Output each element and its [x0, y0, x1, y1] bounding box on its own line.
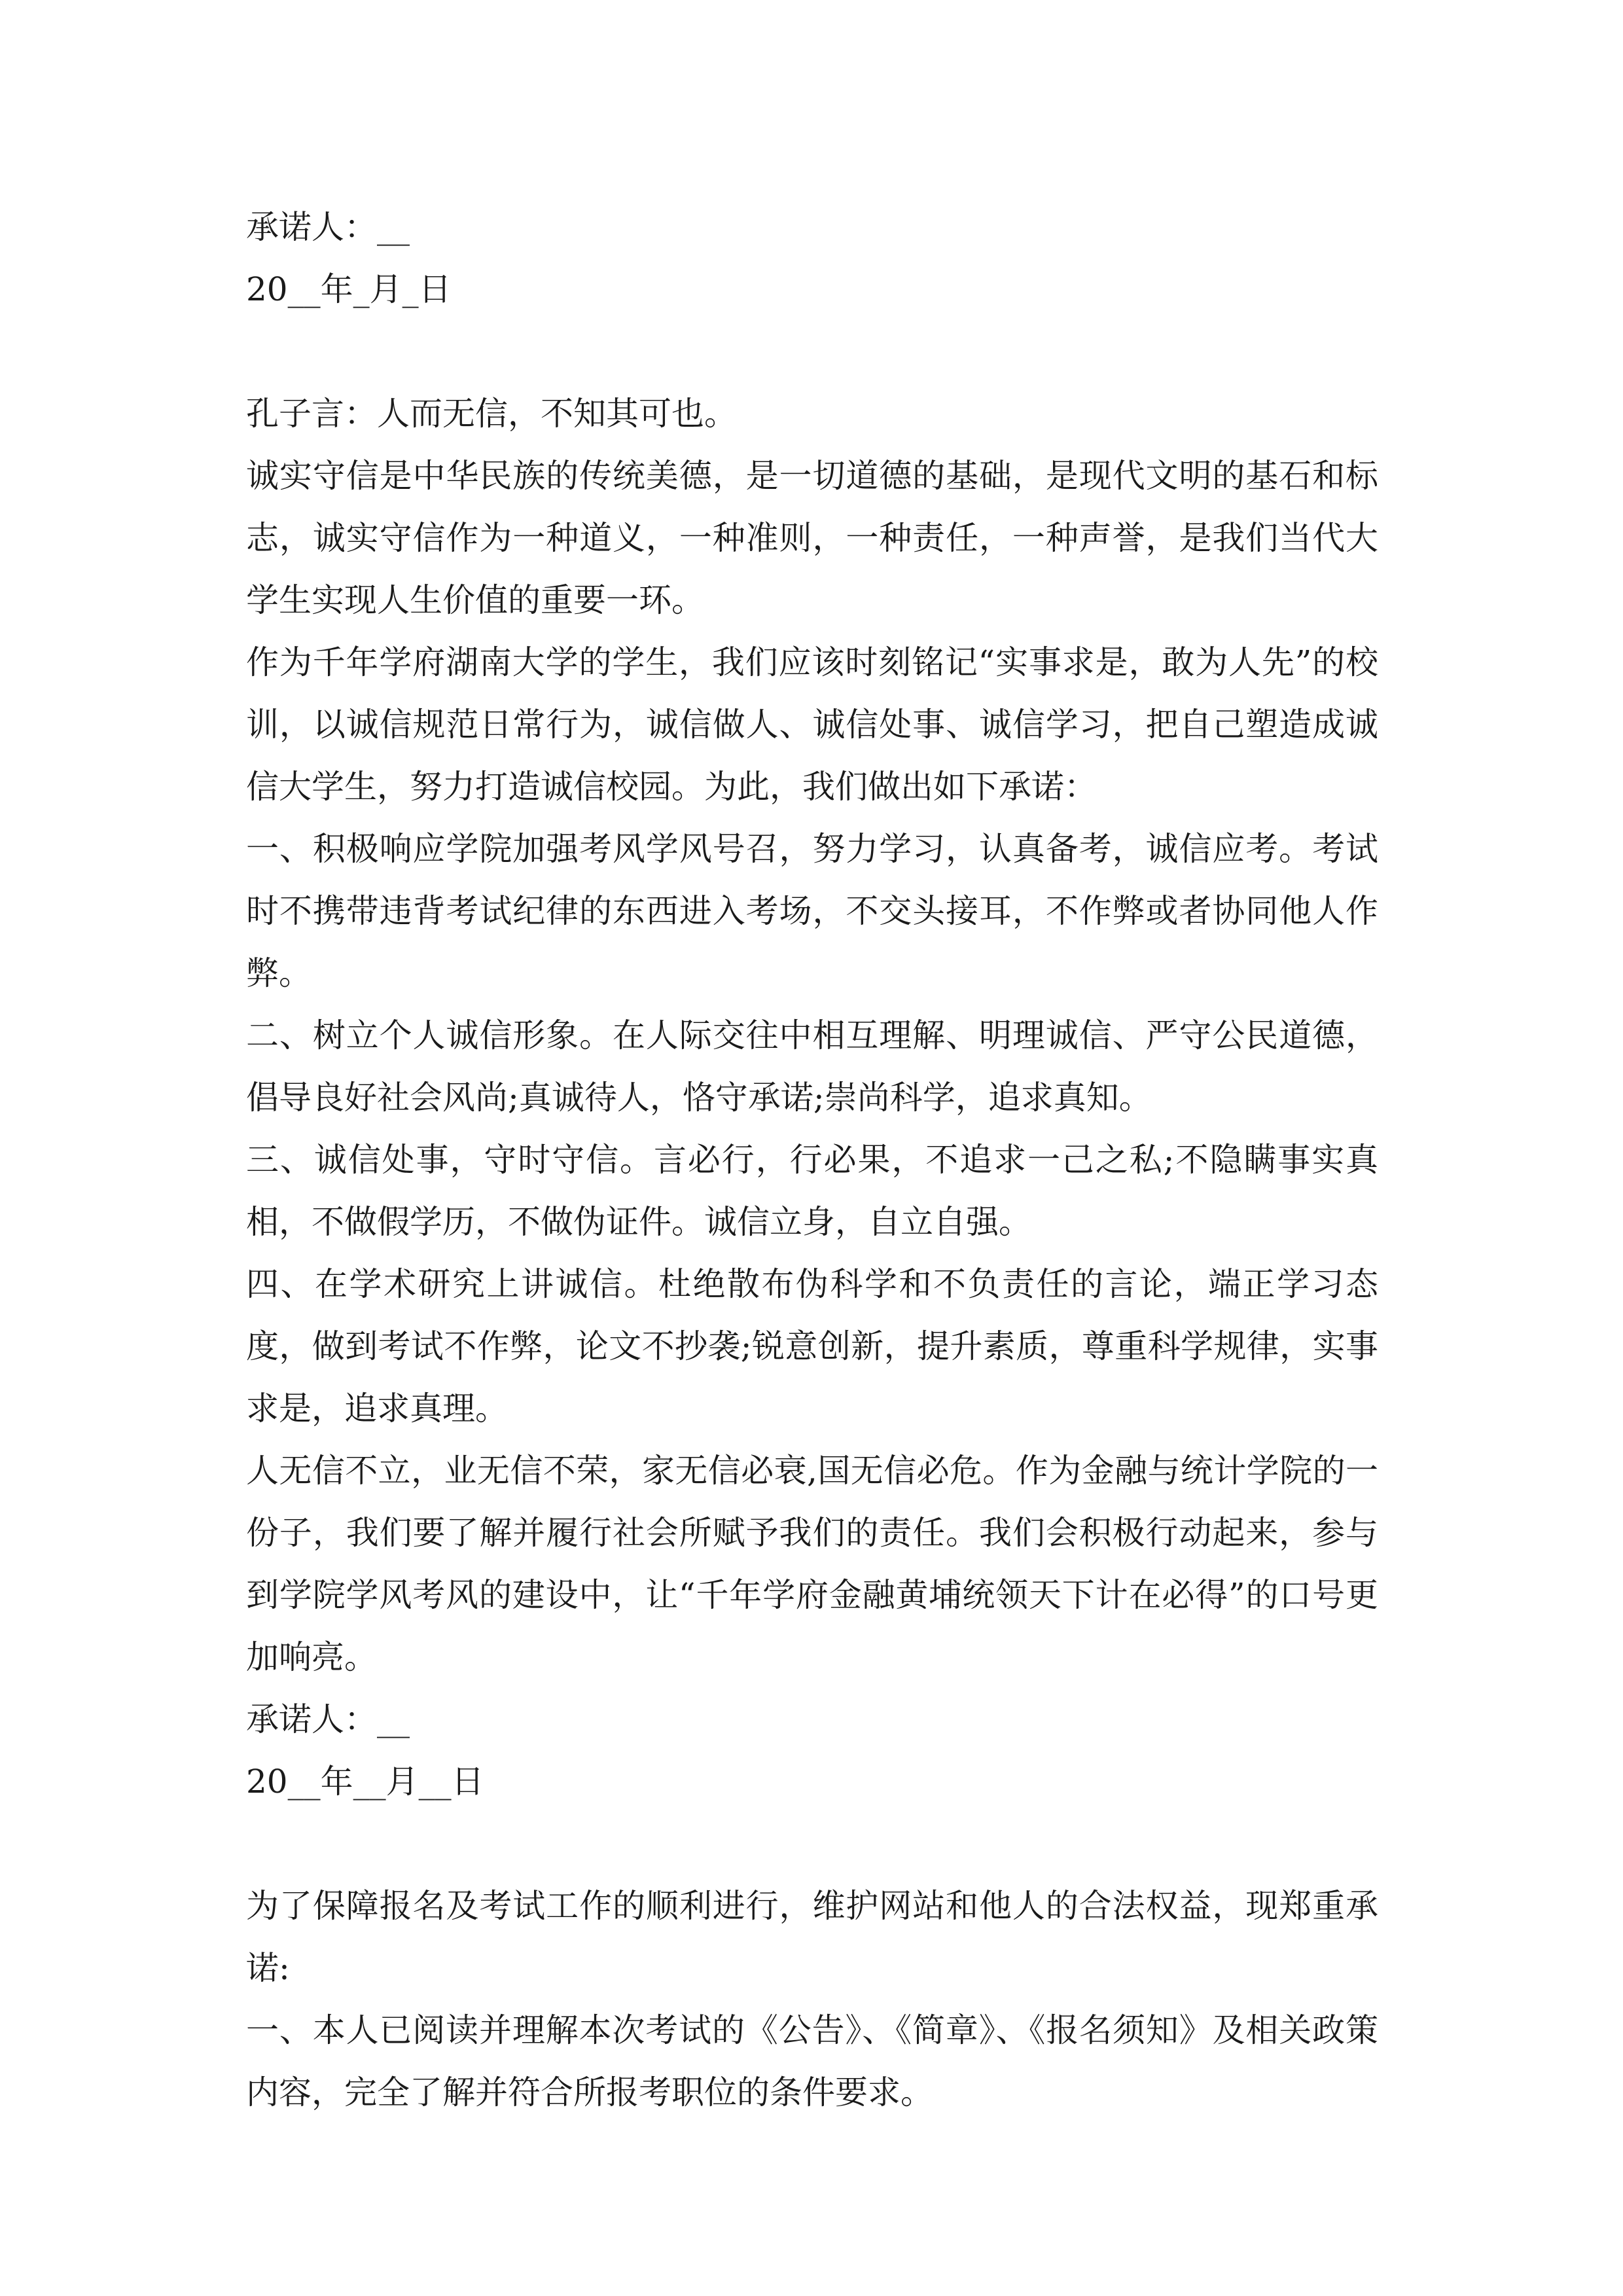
date-line: 20__年__月__日: [246, 1763, 484, 1801]
pledge-lead-paragraph: 作为千年学府湖南大学的学生，我们应该时刻铭记“实事求是，敢为人先”的校训，以诚信规范日常行为，诚信做人、诚信处事、诚信学习，把自己塑造成诚信大学生，努力打造诚信校园。为此，我们做出如下承诺：: [246, 643, 1378, 806]
pledge-item-1: 一、积极响应学院加强考风学风号召，努力学习，认真备考，诚信应考。考试时不携带违背考试纪律的东西进入考场，不交头接耳，不作弊或者协同他人作弊。: [246, 830, 1378, 992]
document-body: [246, 196, 1378, 2124]
date-line: 20__年_月_日: [246, 270, 452, 308]
section-gap: [246, 1813, 1378, 1875]
signer-line: 承诺人：__: [246, 208, 410, 246]
quote-line: 孔子言：人而无信，不知其可也。: [246, 395, 737, 433]
pledge-item-4: 四、在学术研究上讲诚信。杜绝散布伪科学和不负责任的言论，端正学习态度，做到考试不作弊，论文不抄袭;锐意创新，提升素质，尊重科学规律，实事求是，追求真理。: [246, 1265, 1378, 1427]
intro-paragraph: 为了保障报名及考试工作的顺利进行，维护网站和他人的合法权益，现郑重承诺:: [246, 1887, 1378, 1987]
signer-line: 承诺人：__: [246, 1700, 410, 1738]
section-gap: [246, 321, 1378, 383]
pledge-item-1: 一、本人已阅读并理解本次考试的《公告》、《简章》、《报名须知》及相关政策内容，完全了解并符合所报考职位的条件要求。: [246, 2011, 1378, 2111]
pledge-item-3: 三、诚信处事，守时守信。言必行，行必果，不追求一己之私;不隐瞒事实真相，不做假学历，不做伪证件。诚信立身，自立自强。: [246, 1141, 1378, 1241]
pledge-item-2: 二、树立个人诚信形象。在人际交往中相互理解、明理诚信、严守公民道德，倡导良好社会风尚;真诚待人，恪守承诺;崇尚科学，追求真知。: [246, 1016, 1378, 1117]
closing-paragraph: 人无信不立，业无信不荣，家无信必衰,国无信必危。作为金融与统计学院的一份子，我们要了解并履行社会所赋予我们的责任。我们会积极行动起来，参与到学院学风考风的建设中，让“千年学府金融黄埔统领天下计在必得”的口号更加响亮。: [246, 1452, 1378, 1676]
intro-paragraph: 诚实守信是中华民族的传统美德，是一切道德的基础，是现代文明的基石和标志，诚实守信作为一种道义，一种准则，一种责任，一种声誉，是我们当代大学生实现人生价值的重要一环。: [246, 457, 1378, 619]
